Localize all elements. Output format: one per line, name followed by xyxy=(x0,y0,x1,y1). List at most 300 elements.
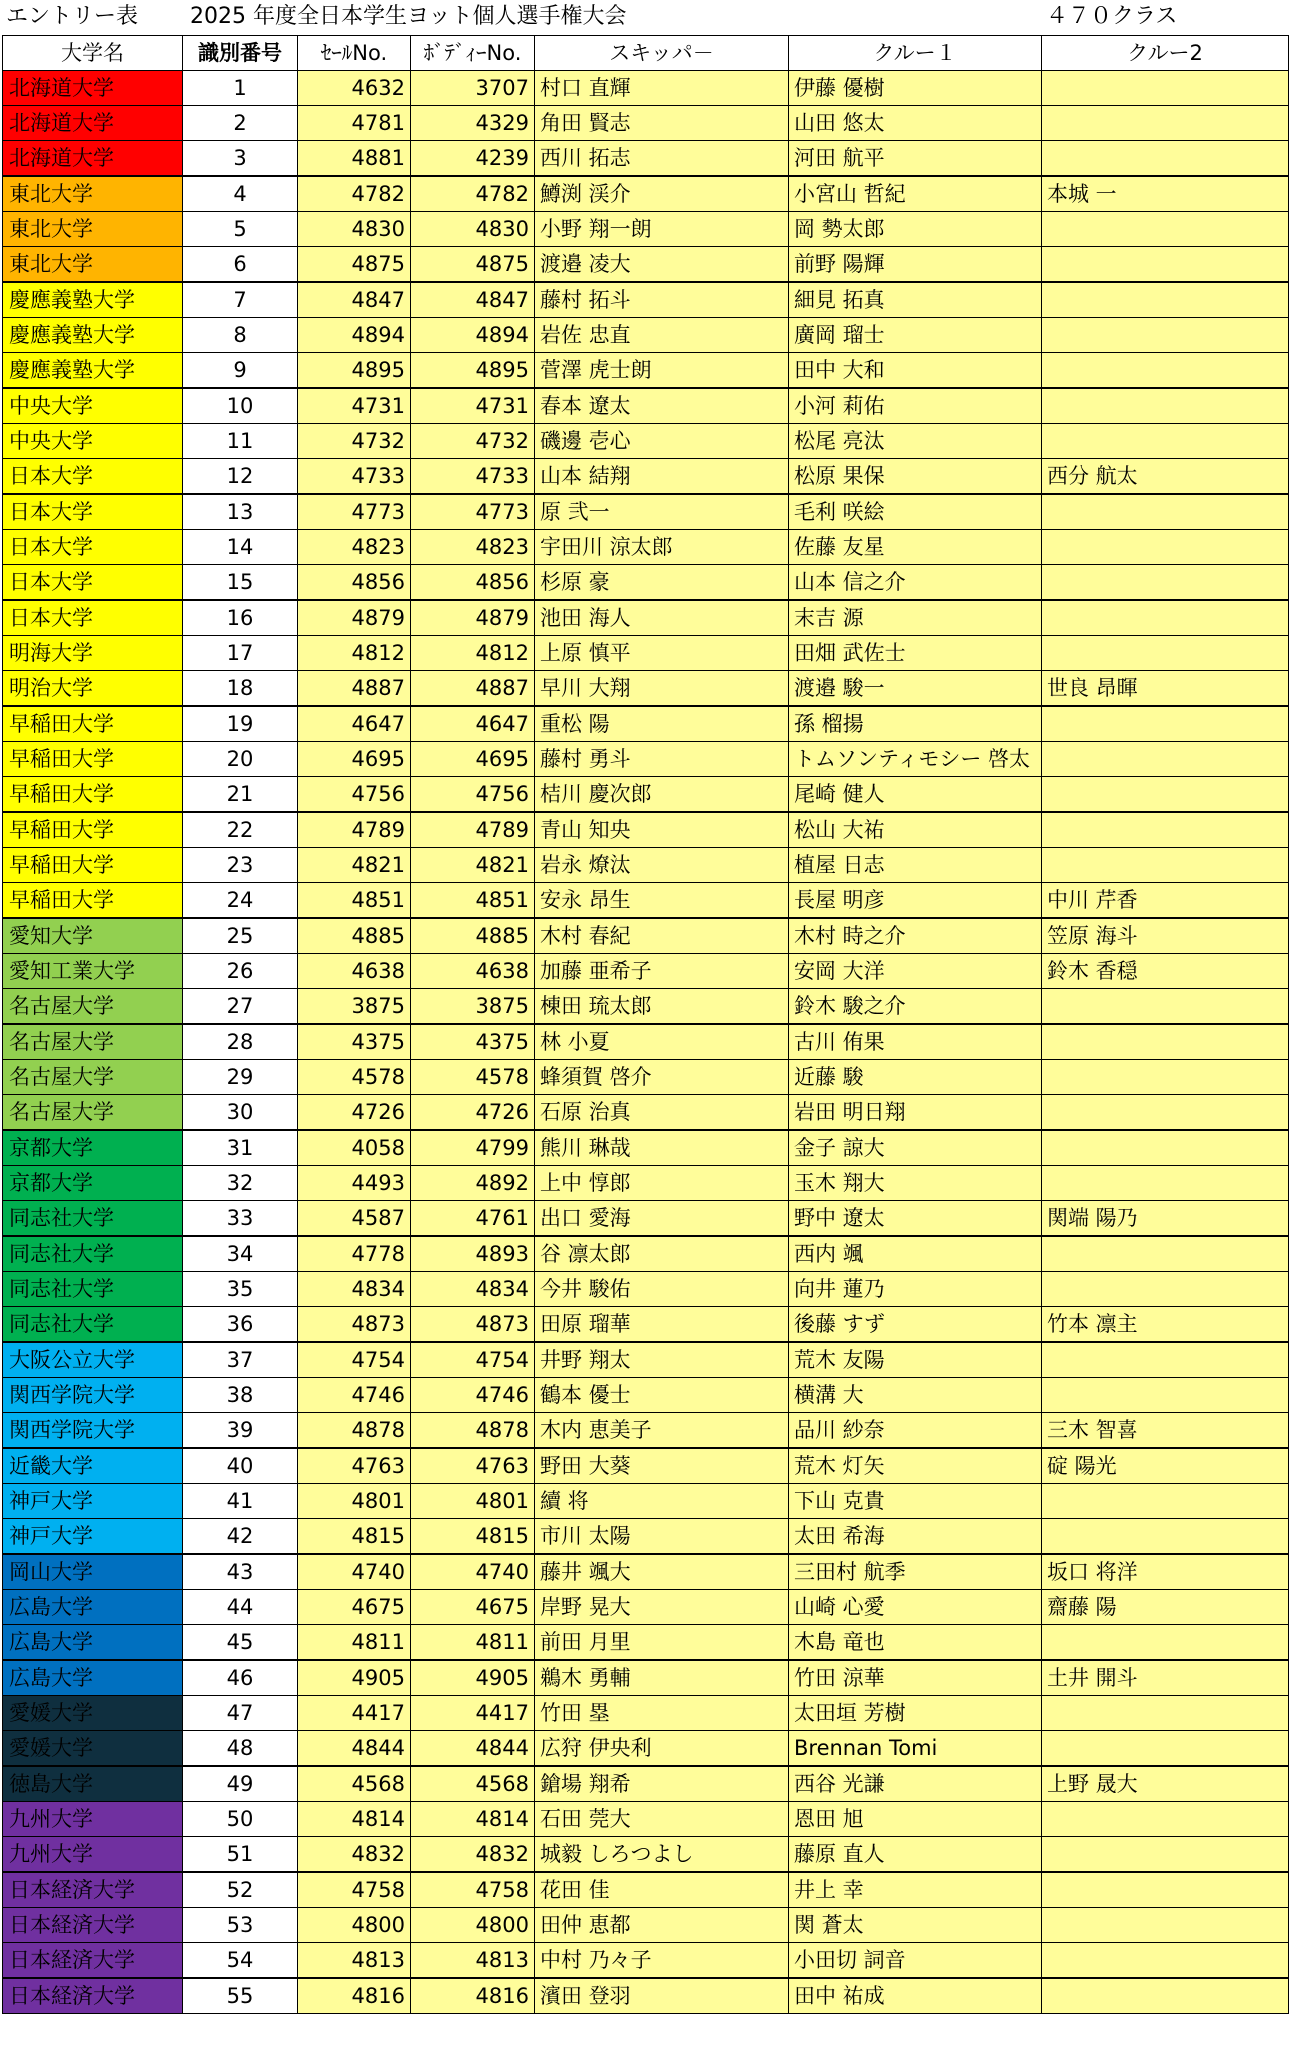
body-no-cell: 4578 xyxy=(411,1060,535,1095)
id-cell: 51 xyxy=(183,1837,298,1873)
university-cell: 日本大学 xyxy=(3,600,183,636)
id-cell: 35 xyxy=(183,1272,298,1307)
skipper-cell: 菅澤 虎士朗 xyxy=(535,353,789,389)
crew1-cell: 植屋 日志 xyxy=(789,848,1042,883)
id-cell: 23 xyxy=(183,848,298,883)
id-cell: 32 xyxy=(183,1166,298,1201)
crew1-cell: 西内 颯 xyxy=(789,1236,1042,1272)
id-cell: 15 xyxy=(183,565,298,601)
crew1-cell: 孫 榴揚 xyxy=(789,706,1042,742)
body-no-cell: 4675 xyxy=(411,1590,535,1625)
skipper-cell: 城毅 しろつよし xyxy=(535,1837,789,1873)
body-no-cell: 4811 xyxy=(411,1625,535,1661)
university-cell: 徳島大学 xyxy=(3,1766,183,1802)
id-cell: 47 xyxy=(183,1696,298,1731)
table-row xyxy=(3,424,1289,459)
body-no-cell: 4879 xyxy=(411,600,535,636)
sail-no-cell: 4832 xyxy=(298,1837,411,1873)
id-cell: 26 xyxy=(183,954,298,989)
id-cell: 24 xyxy=(183,883,298,919)
sail-no-cell: 4847 xyxy=(298,282,411,318)
crew1-cell: 荒木 灯矢 xyxy=(789,1448,1042,1484)
sail-no-cell: 4895 xyxy=(298,353,411,389)
university-cell: 同志社大学 xyxy=(3,1307,183,1343)
body-no-cell: 4726 xyxy=(411,1095,535,1131)
body-no-cell: 4375 xyxy=(411,1024,535,1060)
crew2-cell xyxy=(1042,1802,1289,1837)
crew2-cell xyxy=(1042,1908,1289,1943)
crew1-cell: 品川 紗奈 xyxy=(789,1413,1042,1449)
id-cell: 41 xyxy=(183,1484,298,1519)
body-no-cell: 4832 xyxy=(411,1837,535,1873)
id-cell: 43 xyxy=(183,1554,298,1590)
crew1-cell: 田畑 武佐士 xyxy=(789,636,1042,671)
university-cell: 広島大学 xyxy=(3,1590,183,1625)
crew2-cell xyxy=(1042,812,1289,848)
id-cell: 39 xyxy=(183,1413,298,1449)
entry-list-label: エントリー表 xyxy=(6,4,139,29)
skipper-cell: 広狩 伊央利 xyxy=(535,1731,789,1767)
body-no-cell: 4844 xyxy=(411,1731,535,1767)
university-cell: 名古屋大学 xyxy=(3,1024,183,1060)
table-row xyxy=(3,1130,1289,1166)
university-cell: 早稲田大学 xyxy=(3,812,183,848)
sail-no-cell: 4781 xyxy=(298,106,411,141)
sail-no-cell: 4058 xyxy=(298,1130,411,1166)
crew2-cell xyxy=(1042,71,1289,106)
crew2-cell xyxy=(1042,1696,1289,1731)
sail-no-cell: 4675 xyxy=(298,1590,411,1625)
crew2-cell: 中川 芹香 xyxy=(1042,883,1289,919)
crew2-cell xyxy=(1042,106,1289,141)
crew2-cell xyxy=(1042,494,1289,530)
sail-no-cell: 4873 xyxy=(298,1307,411,1343)
table-row xyxy=(3,989,1289,1025)
crew2-cell xyxy=(1042,1978,1289,2014)
crew2-cell: 坂口 将洋 xyxy=(1042,1554,1289,1590)
university-cell: 日本経済大学 xyxy=(3,1943,183,1979)
body-no-cell: 4847 xyxy=(411,282,535,318)
table-row xyxy=(3,176,1289,212)
crew1-cell: 小田切 詞音 xyxy=(789,1943,1042,1979)
sail-no-cell: 4856 xyxy=(298,565,411,601)
body-no-cell: 4568 xyxy=(411,1766,535,1802)
university-cell: 名古屋大学 xyxy=(3,989,183,1025)
header-row xyxy=(3,36,1289,71)
crew1-cell: 渡邉 駿一 xyxy=(789,671,1042,707)
body-no-cell: 4773 xyxy=(411,494,535,530)
body-no-cell: 4732 xyxy=(411,424,535,459)
body-no-cell: 4756 xyxy=(411,777,535,813)
crew1-cell: 木村 時之介 xyxy=(789,918,1042,954)
crew1-cell: 末吉 源 xyxy=(789,600,1042,636)
sail-no-cell: 4740 xyxy=(298,1554,411,1590)
crew2-cell xyxy=(1042,530,1289,565)
crew1-cell: 横溝 大 xyxy=(789,1378,1042,1413)
sail-no-cell: 4830 xyxy=(298,212,411,247)
university-cell: 明治大学 xyxy=(3,671,183,707)
university-cell: 広島大学 xyxy=(3,1625,183,1661)
body-no-cell: 4894 xyxy=(411,318,535,353)
table-row xyxy=(3,742,1289,777)
sail-no-cell: 4638 xyxy=(298,954,411,989)
skipper-cell: 竹田 塁 xyxy=(535,1696,789,1731)
id-cell: 42 xyxy=(183,1519,298,1555)
sail-no-cell: 4578 xyxy=(298,1060,411,1095)
skipper-cell: 中村 乃々子 xyxy=(535,1943,789,1979)
id-cell: 13 xyxy=(183,494,298,530)
sail-no-cell: 4887 xyxy=(298,671,411,707)
crew2-cell xyxy=(1042,353,1289,389)
table-row xyxy=(3,848,1289,883)
crew1-cell: 前野 陽輝 xyxy=(789,247,1042,283)
sail-no-cell: 4816 xyxy=(298,1978,411,2014)
crew1-cell: 藤原 直人 xyxy=(789,1837,1042,1873)
id-cell: 7 xyxy=(183,282,298,318)
crew1-cell: 下山 克貴 xyxy=(789,1484,1042,1519)
table-row xyxy=(3,777,1289,813)
sail-no-cell: 4851 xyxy=(298,883,411,919)
col-header-body-no: ﾎﾞﾃﾞｨｰNo. xyxy=(411,36,535,71)
table-row xyxy=(3,1978,1289,2014)
table-row xyxy=(3,1413,1289,1449)
sail-no-cell: 4758 xyxy=(298,1872,411,1908)
body-no-cell: 4856 xyxy=(411,565,535,601)
university-cell: 北海道大学 xyxy=(3,71,183,106)
skipper-cell: 安永 昂生 xyxy=(535,883,789,919)
table-row xyxy=(3,1802,1289,1837)
sail-no-cell: 4844 xyxy=(298,1731,411,1767)
skipper-cell: 桔川 慶次郎 xyxy=(535,777,789,813)
body-no-cell: 4893 xyxy=(411,1236,535,1272)
table-row xyxy=(3,1731,1289,1767)
university-cell: 愛媛大学 xyxy=(3,1731,183,1767)
table-row xyxy=(3,1378,1289,1413)
sail-no-cell: 4587 xyxy=(298,1201,411,1237)
university-cell: 日本経済大学 xyxy=(3,1872,183,1908)
crew2-cell: 本城 一 xyxy=(1042,176,1289,212)
sail-no-cell: 4894 xyxy=(298,318,411,353)
crew1-cell: 近藤 駿 xyxy=(789,1060,1042,1095)
sail-no-cell: 4812 xyxy=(298,636,411,671)
table-row xyxy=(3,812,1289,848)
skipper-cell: 山本 結翔 xyxy=(535,459,789,495)
university-cell: 慶應義塾大学 xyxy=(3,282,183,318)
university-cell: 広島大学 xyxy=(3,1660,183,1696)
crew2-cell xyxy=(1042,1625,1289,1661)
sail-no-cell: 4493 xyxy=(298,1166,411,1201)
crew2-cell xyxy=(1042,247,1289,283)
body-no-cell: 4851 xyxy=(411,883,535,919)
body-no-cell: 4731 xyxy=(411,388,535,424)
table-row xyxy=(3,212,1289,247)
col-header-crew2: クルー2 xyxy=(1042,36,1289,71)
sail-no-cell: 4773 xyxy=(298,494,411,530)
crew2-cell xyxy=(1042,777,1289,813)
body-no-cell: 4823 xyxy=(411,530,535,565)
body-no-cell: 4895 xyxy=(411,353,535,389)
skipper-cell: 藤井 颯大 xyxy=(535,1554,789,1590)
sail-no-cell: 4375 xyxy=(298,1024,411,1060)
sail-no-cell: 4733 xyxy=(298,459,411,495)
table-row xyxy=(3,636,1289,671)
table-row xyxy=(3,600,1289,636)
skipper-cell: 池田 海人 xyxy=(535,600,789,636)
crew2-cell xyxy=(1042,1130,1289,1166)
crew2-cell: 笠原 海斗 xyxy=(1042,918,1289,954)
entry-table xyxy=(2,35,1289,2014)
id-cell: 30 xyxy=(183,1095,298,1131)
body-no-cell: 4834 xyxy=(411,1272,535,1307)
id-cell: 6 xyxy=(183,247,298,283)
sail-no-cell: 4800 xyxy=(298,1908,411,1943)
sail-no-cell: 4778 xyxy=(298,1236,411,1272)
crew2-cell xyxy=(1042,1060,1289,1095)
skipper-cell: 木内 恵美子 xyxy=(535,1413,789,1449)
crew2-cell xyxy=(1042,282,1289,318)
table-row xyxy=(3,1943,1289,1979)
skipper-cell: 田原 瑠華 xyxy=(535,1307,789,1343)
crew2-cell xyxy=(1042,388,1289,424)
id-cell: 38 xyxy=(183,1378,298,1413)
crew2-cell: 三木 智喜 xyxy=(1042,1413,1289,1449)
body-no-cell: 4638 xyxy=(411,954,535,989)
university-cell: 早稲田大学 xyxy=(3,777,183,813)
crew2-cell xyxy=(1042,848,1289,883)
crew2-cell xyxy=(1042,212,1289,247)
id-cell: 18 xyxy=(183,671,298,707)
skipper-cell: 上原 慎平 xyxy=(535,636,789,671)
skipper-cell: 磯邊 壱心 xyxy=(535,424,789,459)
crew1-cell: Brennan Tomi xyxy=(789,1731,1042,1767)
id-cell: 9 xyxy=(183,353,298,389)
crew1-cell: 松山 大祐 xyxy=(789,812,1042,848)
university-cell: 名古屋大学 xyxy=(3,1060,183,1095)
sail-no-cell: 4417 xyxy=(298,1696,411,1731)
body-no-cell: 4733 xyxy=(411,459,535,495)
table-row xyxy=(3,883,1289,919)
university-cell: 京都大学 xyxy=(3,1130,183,1166)
skipper-cell: 鵜木 勇輔 xyxy=(535,1660,789,1696)
id-cell: 11 xyxy=(183,424,298,459)
sail-no-cell: 4782 xyxy=(298,176,411,212)
table-row xyxy=(3,1908,1289,1943)
university-cell: 九州大学 xyxy=(3,1837,183,1873)
skipper-cell: 原 弐一 xyxy=(535,494,789,530)
university-cell: 関西学院大学 xyxy=(3,1378,183,1413)
skipper-cell: 鶴本 優士 xyxy=(535,1378,789,1413)
crew1-cell: 廣岡 瑠士 xyxy=(789,318,1042,353)
crew1-cell: 山本 信之介 xyxy=(789,565,1042,601)
table-row xyxy=(3,1590,1289,1625)
crew1-cell: 西谷 光謙 xyxy=(789,1766,1042,1802)
university-cell: 慶應義塾大学 xyxy=(3,353,183,389)
body-no-cell: 4875 xyxy=(411,247,535,283)
university-cell: 関西学院大学 xyxy=(3,1413,183,1449)
sail-no-cell: 4834 xyxy=(298,1272,411,1307)
id-cell: 17 xyxy=(183,636,298,671)
crew2-cell xyxy=(1042,1731,1289,1767)
crew2-cell xyxy=(1042,600,1289,636)
crew1-cell: 太田 希海 xyxy=(789,1519,1042,1555)
crew2-cell xyxy=(1042,1024,1289,1060)
skipper-cell: 出口 愛海 xyxy=(535,1201,789,1237)
id-cell: 49 xyxy=(183,1766,298,1802)
body-no-cell: 4885 xyxy=(411,918,535,954)
body-no-cell: 4695 xyxy=(411,742,535,777)
id-cell: 53 xyxy=(183,1908,298,1943)
university-cell: 北海道大学 xyxy=(3,106,183,141)
crew1-cell: トムソンティモシー 啓太 xyxy=(789,742,1042,777)
table-row xyxy=(3,282,1289,318)
sail-no-cell: 4885 xyxy=(298,918,411,954)
sail-no-cell: 4823 xyxy=(298,530,411,565)
sail-no-cell: 4754 xyxy=(298,1342,411,1378)
crew1-cell: 毛利 咲絵 xyxy=(789,494,1042,530)
sail-no-cell: 4905 xyxy=(298,1660,411,1696)
university-cell: 近畿大学 xyxy=(3,1448,183,1484)
crew2-cell: 土井 開斗 xyxy=(1042,1660,1289,1696)
id-cell: 20 xyxy=(183,742,298,777)
col-header-university: 大学名 xyxy=(3,36,183,71)
col-header-crew1: クルー１ xyxy=(789,36,1042,71)
crew2-cell xyxy=(1042,1519,1289,1555)
crew1-cell: 長屋 明彦 xyxy=(789,883,1042,919)
skipper-cell: 木村 春紀 xyxy=(535,918,789,954)
crew1-cell: 三田村 航季 xyxy=(789,1554,1042,1590)
university-cell: 大阪公立大学 xyxy=(3,1342,183,1378)
sail-no-cell: 4732 xyxy=(298,424,411,459)
id-cell: 16 xyxy=(183,600,298,636)
table-row xyxy=(3,1201,1289,1237)
crew1-cell: 山田 悠太 xyxy=(789,106,1042,141)
body-no-cell: 4830 xyxy=(411,212,535,247)
skipper-cell: 今井 駿佑 xyxy=(535,1272,789,1307)
crew1-cell: 向井 蓮乃 xyxy=(789,1272,1042,1307)
university-cell: 岡山大学 xyxy=(3,1554,183,1590)
col-header-skipper: スキッパ－ xyxy=(535,36,789,71)
crew2-cell xyxy=(1042,706,1289,742)
skipper-cell: 岩永 燎汰 xyxy=(535,848,789,883)
table-row xyxy=(3,353,1289,389)
university-cell: 早稲田大学 xyxy=(3,848,183,883)
table-row xyxy=(3,106,1289,141)
table-row xyxy=(3,459,1289,495)
col-header-id: 識別番号 xyxy=(183,36,298,71)
id-cell: 50 xyxy=(183,1802,298,1837)
university-cell: 愛媛大学 xyxy=(3,1696,183,1731)
table-row xyxy=(3,706,1289,742)
id-cell: 52 xyxy=(183,1872,298,1908)
sail-no-cell: 4568 xyxy=(298,1766,411,1802)
table-row xyxy=(3,1236,1289,1272)
body-no-cell: 4239 xyxy=(411,141,535,177)
crew1-cell: 金子 諒大 xyxy=(789,1130,1042,1166)
university-cell: 名古屋大学 xyxy=(3,1095,183,1131)
crew2-cell: 齋藤 陽 xyxy=(1042,1590,1289,1625)
skipper-cell: 熊川 琳哉 xyxy=(535,1130,789,1166)
crew1-cell: 岡 勢太郎 xyxy=(789,212,1042,247)
crew2-cell xyxy=(1042,1095,1289,1131)
university-cell: 神戸大学 xyxy=(3,1519,183,1555)
body-no-cell: 4821 xyxy=(411,848,535,883)
sail-no-cell: 4632 xyxy=(298,71,411,106)
id-cell: 5 xyxy=(183,212,298,247)
university-cell: 東北大学 xyxy=(3,247,183,283)
university-cell: 九州大学 xyxy=(3,1802,183,1837)
skipper-cell: 渡邉 凌大 xyxy=(535,247,789,283)
skipper-cell: 濱田 登羽 xyxy=(535,1978,789,2014)
table-row xyxy=(3,247,1289,283)
university-cell: 日本大学 xyxy=(3,565,183,601)
university-cell: 日本大学 xyxy=(3,494,183,530)
body-no-cell: 4815 xyxy=(411,1519,535,1555)
id-cell: 22 xyxy=(183,812,298,848)
skipper-cell: 早川 大翔 xyxy=(535,671,789,707)
id-cell: 12 xyxy=(183,459,298,495)
body-no-cell: 4746 xyxy=(411,1378,535,1413)
id-cell: 10 xyxy=(183,388,298,424)
university-cell: 日本経済大学 xyxy=(3,1908,183,1943)
skipper-cell: 岩佐 忠直 xyxy=(535,318,789,353)
table-row xyxy=(3,1872,1289,1908)
table-row xyxy=(3,494,1289,530)
sail-no-cell: 4821 xyxy=(298,848,411,883)
crew1-cell: 尾崎 健人 xyxy=(789,777,1042,813)
crew1-cell: 恩田 旭 xyxy=(789,1802,1042,1837)
skipper-cell: 加藤 亜希子 xyxy=(535,954,789,989)
id-cell: 2 xyxy=(183,106,298,141)
id-cell: 54 xyxy=(183,1943,298,1979)
crew1-cell: 荒木 友陽 xyxy=(789,1342,1042,1378)
id-cell: 33 xyxy=(183,1201,298,1237)
crew1-cell: 古川 侑果 xyxy=(789,1024,1042,1060)
skipper-cell: 西川 拓志 xyxy=(535,141,789,177)
id-cell: 44 xyxy=(183,1590,298,1625)
skipper-cell: 春本 遼太 xyxy=(535,388,789,424)
id-cell: 34 xyxy=(183,1236,298,1272)
crew1-cell: 田中 祐成 xyxy=(789,1978,1042,2014)
sail-no-cell: 4763 xyxy=(298,1448,411,1484)
body-no-cell: 4799 xyxy=(411,1130,535,1166)
table-row xyxy=(3,671,1289,707)
crew1-cell: 細見 拓真 xyxy=(789,282,1042,318)
body-no-cell: 4761 xyxy=(411,1201,535,1237)
body-no-cell: 4789 xyxy=(411,812,535,848)
skipper-cell: 井野 翔太 xyxy=(535,1342,789,1378)
body-no-cell: 4873 xyxy=(411,1307,535,1343)
body-no-cell: 4754 xyxy=(411,1342,535,1378)
university-cell: 中央大学 xyxy=(3,424,183,459)
skipper-cell: 村口 直輝 xyxy=(535,71,789,106)
crew2-cell: 関端 陽乃 xyxy=(1042,1201,1289,1237)
crew2-cell xyxy=(1042,424,1289,459)
university-cell: 東北大学 xyxy=(3,212,183,247)
table-row xyxy=(3,1660,1289,1696)
body-no-cell: 3707 xyxy=(411,71,535,106)
table-row xyxy=(3,918,1289,954)
id-cell: 25 xyxy=(183,918,298,954)
sail-no-cell: 4815 xyxy=(298,1519,411,1555)
crew1-cell: 小宮山 哲紀 xyxy=(789,176,1042,212)
table-row xyxy=(3,71,1289,106)
skipper-cell: 田仲 恵都 xyxy=(535,1908,789,1943)
table-row xyxy=(3,388,1289,424)
skipper-cell: 蜂須賀 啓介 xyxy=(535,1060,789,1095)
id-cell: 4 xyxy=(183,176,298,212)
crew2-cell: 西分 航太 xyxy=(1042,459,1289,495)
crew2-cell: 碇 陽光 xyxy=(1042,1448,1289,1484)
